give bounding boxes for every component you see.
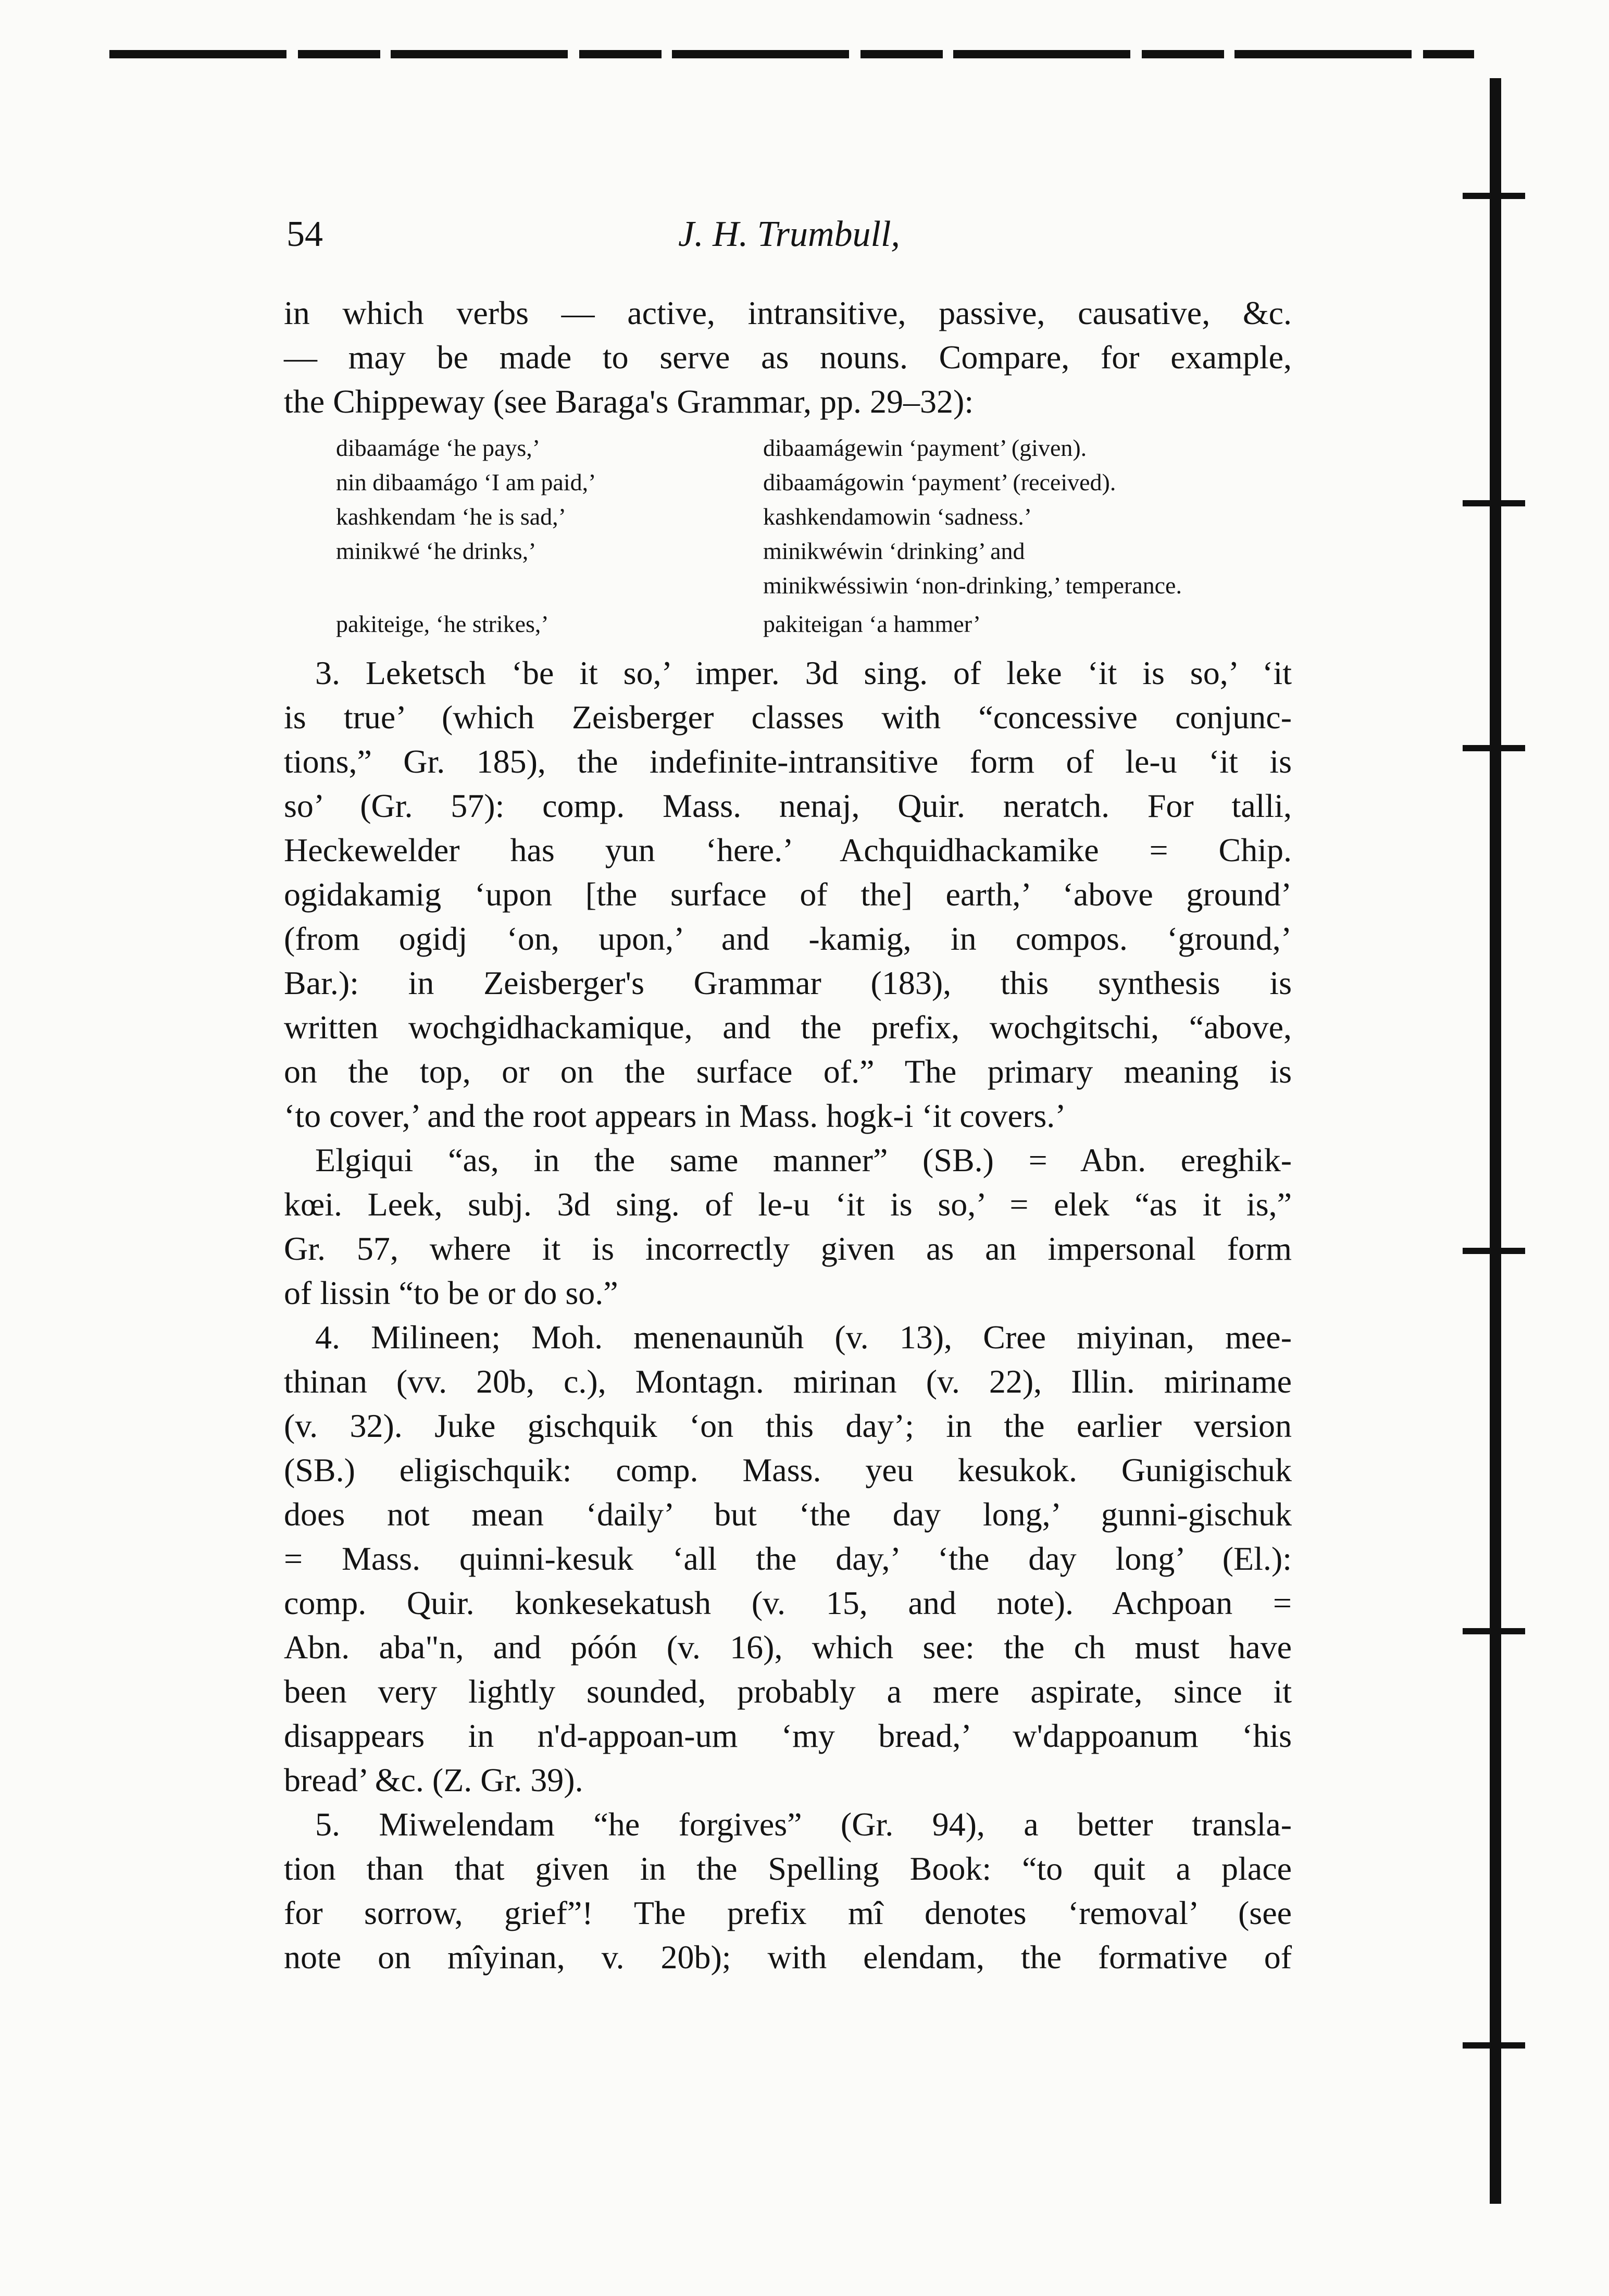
text-line: Elgiqui “as, in the same manner” (SB.) = Abn. ereghik- xyxy=(315,1141,1292,1178)
text-line: Gr. 57, where it is incorrectly given as an impersonal form xyxy=(284,1230,1292,1267)
binding-tick xyxy=(1463,1628,1525,1634)
paragraph-4 xyxy=(284,1315,1292,1802)
verb-form: kashkendam ‘he is sad,’ xyxy=(336,503,566,530)
text-line: written wochgidhackamique, and the prefix, wochgitschi, “above, xyxy=(284,1009,1292,1046)
text-line: (v. 32). Juke gischquik ‘on this day’; in the earlier version xyxy=(284,1407,1292,1444)
verb-form xyxy=(336,568,763,603)
verb-form: nin dibaamágo ‘I am paid,’ xyxy=(336,469,596,495)
form-pair xyxy=(336,500,1294,534)
text-line: does not mean ‘daily’ but ‘the day long,’ gunni-gischuk xyxy=(284,1496,1292,1533)
text-line: 5. Miwelendam “he forgives” (Gr. 94), a better transla- xyxy=(315,1806,1292,1843)
text-line: ‘to cover,’ and the root appears in Mass. hogk-i ‘it covers.’ xyxy=(284,1097,1066,1134)
text-line: is true’ (which Zeisberger classes with “concessive conjunc- xyxy=(284,699,1292,736)
text-line: = Mass. quinni-kesuk ‘all the day,’ ‘the day long’ (El.): xyxy=(284,1540,1292,1577)
binding-tick xyxy=(1463,500,1525,506)
text-line: Heckewelder has yun ‘here.’ Achquidhackamike = Chip. xyxy=(284,831,1292,868)
text-line: kœi. Leek, subj. 3d sing. of le-u ‘it is so,’ = elek “as it is,” xyxy=(284,1186,1292,1223)
text-line: of lissin “to be or do so.” xyxy=(284,1274,618,1311)
text-line: the Chippeway (see Baraga's Grammar, pp. 29–32): xyxy=(284,383,974,420)
chippeway-forms-table xyxy=(336,431,1294,641)
top-border-rule xyxy=(109,50,1474,58)
running-head: J. H. Trumbull, xyxy=(678,214,900,254)
verb-form: minikwé ‘he drinks,’ xyxy=(336,538,537,564)
noun-form: dibaamágowin ‘payment’ (received). xyxy=(763,469,1116,495)
form-pair xyxy=(336,607,1294,641)
text-line: so’ (Gr. 57): comp. Mass. nenaj, Quir. neratch. For talli, xyxy=(284,787,1292,824)
text-line: — may be made to serve as nouns. Compare, for example, xyxy=(284,339,1292,376)
form-pair xyxy=(336,465,1294,500)
verb-form: pakiteige, ‘he strikes,’ xyxy=(336,611,549,637)
text-line: tions,” Gr. 185), the indefinite-intransitive form of le-u ‘it is xyxy=(284,743,1292,780)
noun-form: dibaamágewin ‘payment’ (given). xyxy=(763,435,1087,461)
text-line: for sorrow, grief”! The prefix mî denotes ‘removal’ (see xyxy=(284,1894,1292,1931)
text-line: 4. Milineen; Moh. menenaunŭh (v. 13), Cree miyinan, mee- xyxy=(315,1319,1292,1356)
noun-form: pakiteigan ‘a hammer’ xyxy=(763,611,981,637)
noun-form: minikwéwin ‘drinking’ and xyxy=(763,538,1025,564)
binding-edge xyxy=(1490,78,1501,2204)
text-line: note on mîyinan, v. 20b); with elendam, the formative of xyxy=(284,1939,1292,1976)
form-pair xyxy=(336,534,1294,568)
binding-tick xyxy=(1463,193,1525,199)
text-line: Bar.): in Zeisberger's Grammar (183), this synthesis is xyxy=(284,964,1292,1001)
text-line: (SB.) eligischquik: comp. Mass. yeu kesukok. Gunigischuk xyxy=(284,1451,1292,1488)
text-line: thinan (vv. 20b, c.), Montagn. mirinan (v. 22), Illin. miriname xyxy=(284,1363,1292,1400)
binding-tick xyxy=(1463,745,1525,751)
text-line: Abn. aba"n, and póón (v. 16), which see: the ch must have xyxy=(284,1629,1292,1666)
binding-tick xyxy=(1463,2042,1525,2049)
text-line: disappears in n'd-appoan-um ‘my bread,’ w'dappoanum ‘his xyxy=(284,1717,1292,1754)
page-body xyxy=(284,291,1292,1979)
paragraph-5 xyxy=(284,1802,1292,1979)
form-pair xyxy=(336,568,1294,603)
text-line: (from ogidj ‘on, upon,’ and -kamig, in compos. ‘ground,’ xyxy=(284,920,1292,957)
form-pair xyxy=(336,431,1294,465)
verb-form: dibaamáge ‘he pays,’ xyxy=(336,435,541,461)
text-line: tion than that given in the Spelling Book: “to quit a place xyxy=(284,1850,1292,1887)
binding-tick xyxy=(1463,1248,1525,1254)
paragraph-3 xyxy=(284,651,1292,1138)
page-header xyxy=(286,214,1292,266)
text-line: bread’ &c. (Z. Gr. 39). xyxy=(284,1761,583,1798)
text-line: on the top, or on the surface of.” The primary meaning is xyxy=(284,1053,1292,1090)
text-line: comp. Quir. konkesekatush (v. 15, and note). Achpoan = xyxy=(284,1584,1292,1621)
text-line: in which verbs — active, intransitive, passive, causative, &c. xyxy=(284,294,1292,331)
noun-form: minikwéssiwin ‘non-drinking,’ temperance. xyxy=(763,572,1182,599)
text-line: ogidakamig ‘upon [the surface of the] earth,’ ‘above ground’ xyxy=(284,876,1292,913)
paragraph-elgiqui xyxy=(284,1138,1292,1315)
text-line: 3. Leketsch ‘be it so,’ imper. 3d sing. of leke ‘it is so,’ ‘it xyxy=(315,654,1292,691)
page-number: 54 xyxy=(286,214,323,254)
text-line: been very lightly sounded, probably a mere aspirate, since it xyxy=(284,1673,1292,1710)
noun-form: kashkendamowin ‘sadness.’ xyxy=(763,503,1032,530)
